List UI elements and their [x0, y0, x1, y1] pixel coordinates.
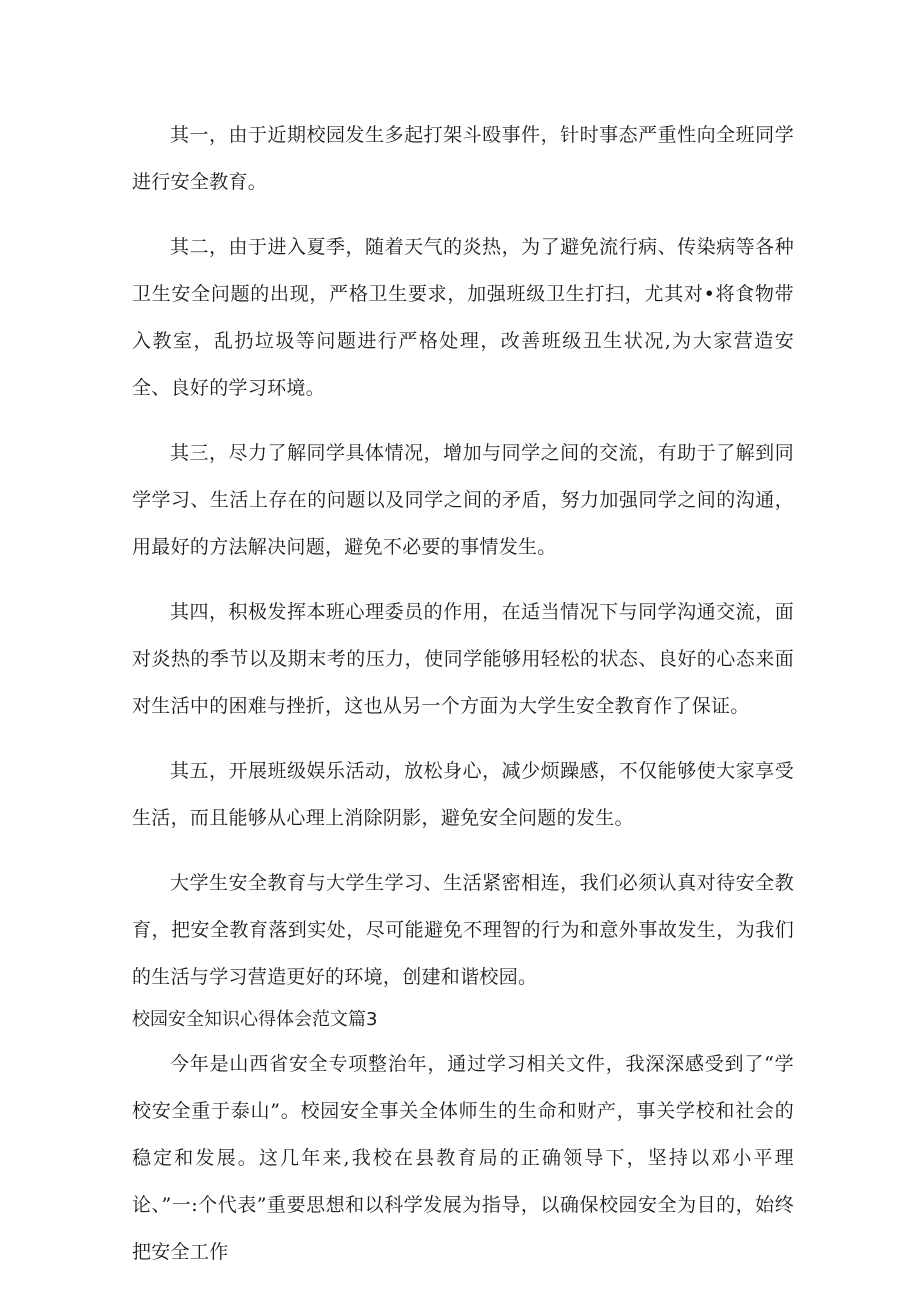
section-heading: 校园安全知识心得体会范文篇3	[132, 1009, 378, 1030]
paragraph-6: 大学生安全教育与大学生学习、生活紧密相连，我们必须认真对待安全教育，把安全教育落到实处，尽可能避免不理智的行为和意外事故发生，为我们的生活与学习营造更好的环境，创建和谐校园。	[132, 872, 794, 988]
paragraph-5: 其五，开展班级娱乐活动，放松身心，减少烦躁感，不仅能够使大家享受生活，而且能够从心理上消除阴影，避免安全问题的发生。	[132, 760, 794, 829]
paragraph-3: 其三，尽力了解同学具体情况，增加与同学之间的交流，有助于了解到同学学习、生活上存在的问题以及同学之间的矛盾，努力加强同学之间的沟通，用最好的方法解决问题，避免不必要的事情发生。	[132, 442, 794, 558]
paragraph-4: 其四，积极发挥本班心理委员的作用，在适当情况下与同学沟通交流，面对炎热的季节以及期末考的压力，使同学能够用轻松的状态、良好的心态来面对生活中的困难与挫折，这也从另一个方面为大学生安全教育作了保证。	[132, 601, 794, 717]
paragraph-2: 其二，由于进入夏季，随着天气的炎热，为了避免流行病、传染病等各种卫生安全问题的出现，严格卫生要求，加强班级卫生打扫，尤其对•将食物带入教室，乱扔垃圾等问题进行严格处理，改善班级丑生状况,为大家营造安全、良好的学习环境。	[132, 236, 794, 399]
paragraph-7: 今年是山西省安全专项整治年，通过学习相关文件，我深深感受到了“学校安全重于泰山”。校园安全事关全体师生的生命和财产，事关学校和社会的稳定和发展。这几年来,我校在县教育局的正确领导下，坚持以邓小平理论、”一:个代表”重要思想和以科学发展为指导，以确保校园安全为目的，始终把安全工作	[132, 1053, 794, 1263]
paragraph-1: 其一，由于近期校园发生多起打架斗殴事件，针时事态严重性向全班同学进行安全教育。	[132, 124, 794, 193]
document-body	[132, 112, 794, 1294]
